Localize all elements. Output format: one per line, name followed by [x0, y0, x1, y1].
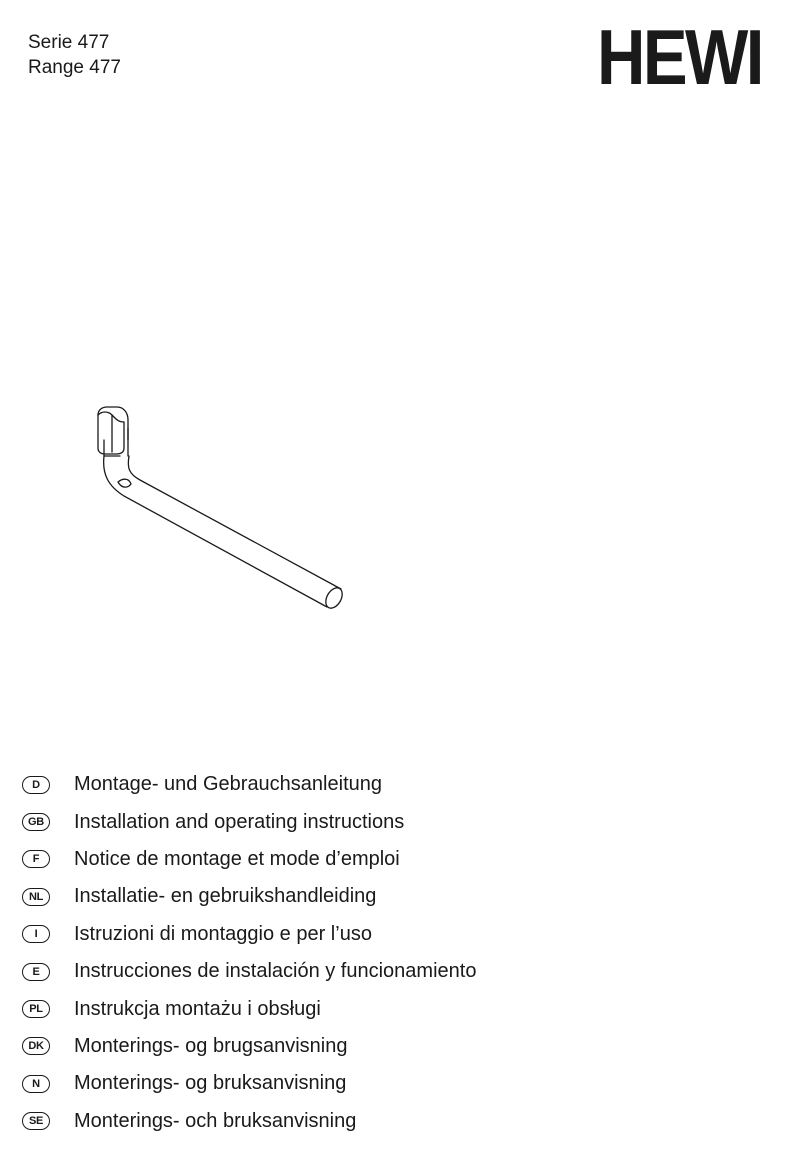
language-title: Istruzioni di montaggio e per l’uso: [74, 922, 372, 945]
language-item: [22, 841, 476, 878]
language-item: [22, 953, 476, 990]
series-en: Range 477: [28, 57, 121, 78]
language-item: [22, 1065, 476, 1102]
series-de: Serie 477: [28, 32, 110, 53]
language-code-badge: NL: [22, 888, 50, 906]
language-title: Montage- und Gebrauchsanleitung: [74, 773, 382, 796]
language-title: Notice de montage et mode d’emploi: [74, 847, 400, 870]
language-title: Installation and operating instructions: [74, 810, 405, 833]
language-code-badge: D: [22, 776, 50, 794]
language-list: [22, 766, 476, 1140]
language-code-badge: GB: [22, 813, 50, 831]
language-item: [22, 1028, 476, 1065]
language-title: Monterings- og bruksanvisning: [74, 1072, 347, 1095]
language-code-badge: SE: [22, 1112, 50, 1130]
language-item: [22, 916, 476, 953]
language-code-badge: PL: [22, 1000, 50, 1018]
language-code-badge: N: [22, 1075, 50, 1093]
language-code-badge: F: [22, 850, 50, 868]
language-code-badge: I: [22, 925, 50, 943]
language-title: Monterings- og brugsanvisning: [74, 1034, 348, 1057]
language-item: [22, 990, 476, 1027]
language-title: Instrucciones de instalación y funcionamiento: [74, 960, 477, 983]
language-code-badge: DK: [22, 1037, 50, 1055]
brand-logo: HEWI: [597, 13, 762, 101]
language-code-badge: E: [22, 963, 50, 981]
language-item: [22, 1103, 476, 1140]
language-item: [22, 878, 476, 915]
language-item: [22, 766, 476, 803]
language-title: Monterings- och bruksanvisning: [74, 1109, 357, 1132]
language-title: Instrukcja montażu i obsługi: [74, 997, 321, 1020]
language-title: Installatie- en gebruikshandleiding: [74, 885, 377, 908]
language-item: [22, 803, 476, 840]
